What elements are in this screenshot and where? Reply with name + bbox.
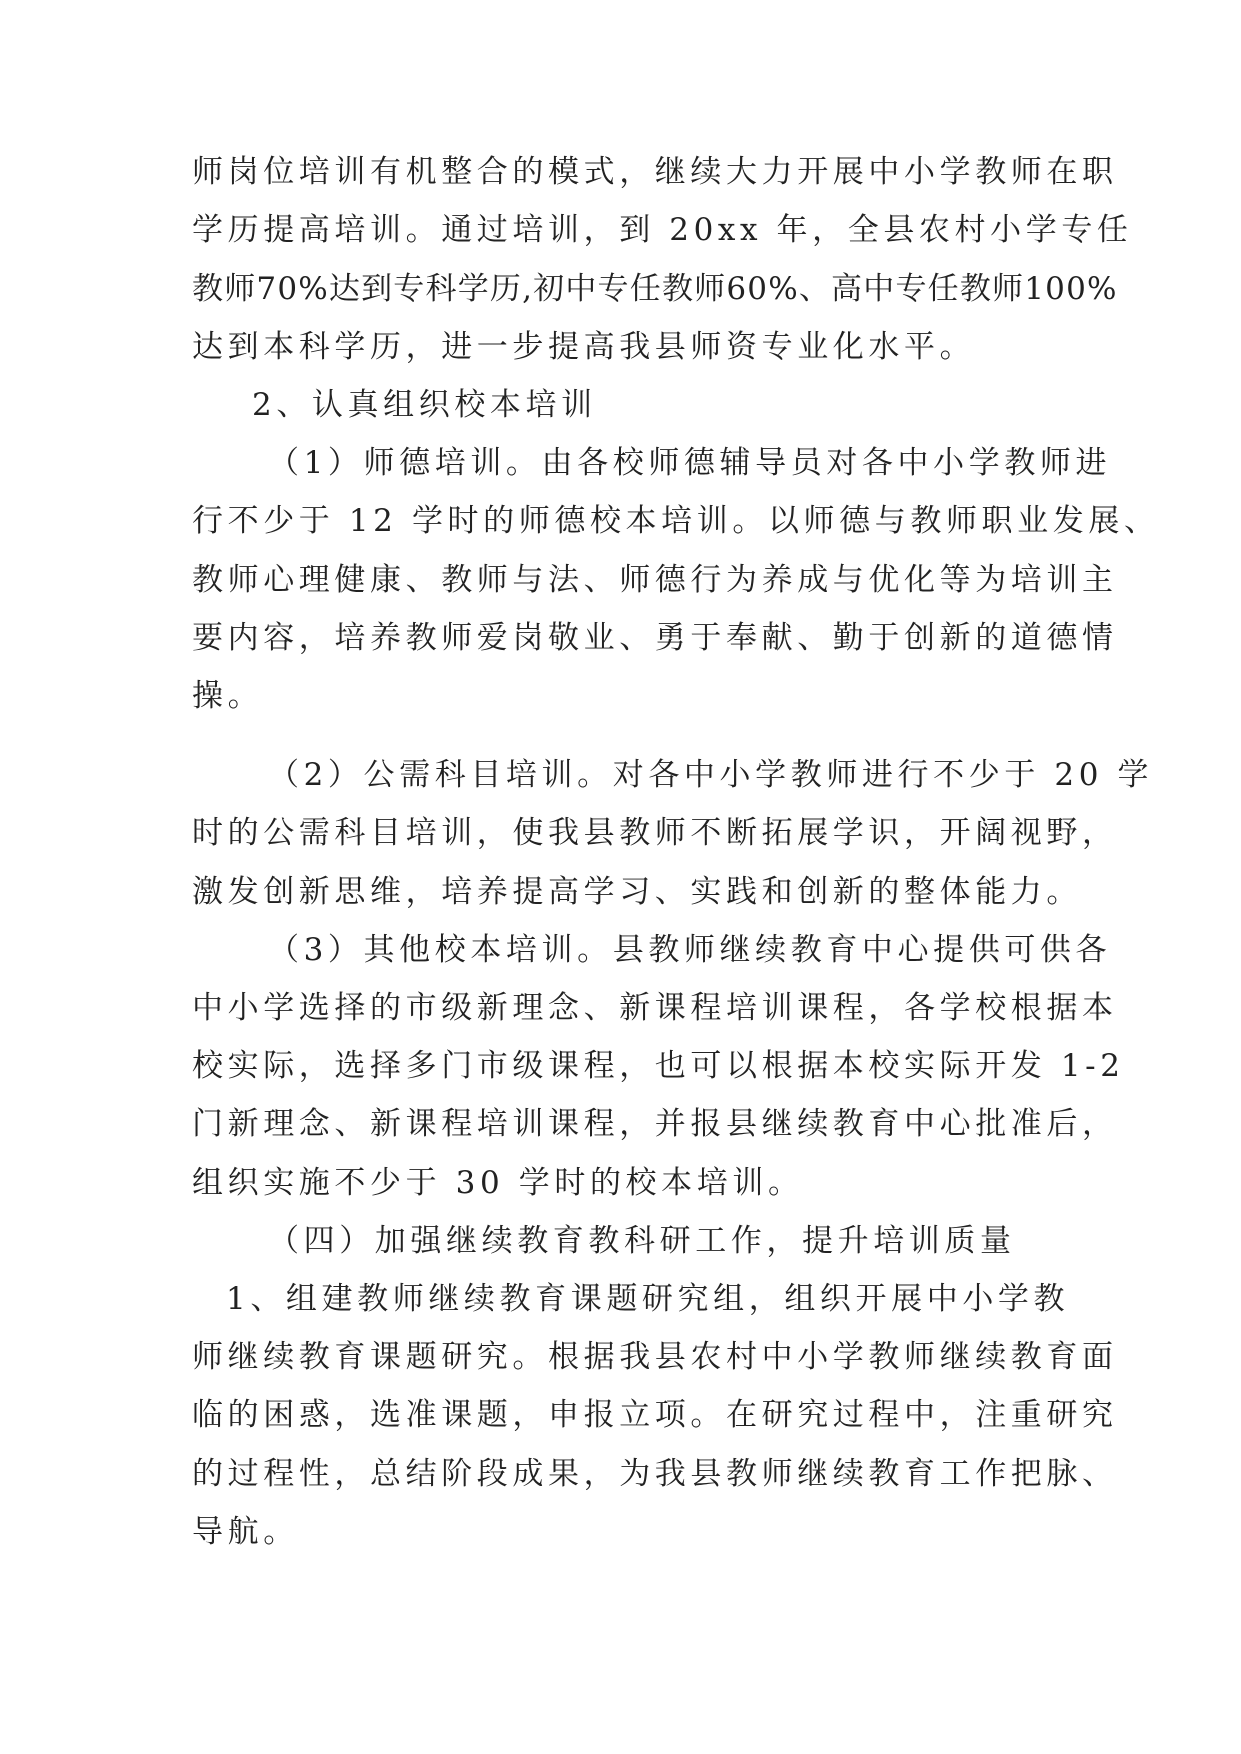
section-heading: （四）加强继续教育教科研工作，提升培训质量 <box>268 1223 1016 1259</box>
section-heading: 2、认真组织校本培训 <box>252 387 597 423</box>
text-line: 校实际，选择多门市级课程，也可以根据本校实际开发 1-2 <box>192 1048 1125 1084</box>
text-line: 中小学选择的市级新理念、新课程培训课程，各学校根据本 <box>192 990 1118 1026</box>
text-line: （3）其他校本培训。县教师继续教育中心提供可供各 <box>268 932 1112 968</box>
text-line: 达到本科学历，进一步提高我县师资专业化水平。 <box>192 329 976 365</box>
text-line: 临的困惑，选准课题，申报立项。在研究过程中，注重研究 <box>192 1397 1118 1433</box>
text-line: 的过程性，总结阶段成果，为我县教师继续教育工作把脉、 <box>192 1456 1118 1492</box>
text-line: 教师70%达到专科学历,初中专任教师60%、高中专任教师100% <box>192 271 1118 307</box>
text-line: 教师心理健康、教师与法、师德行为养成与优化等为培训主 <box>192 562 1118 598</box>
text-line: （1）师德培训。由各校师德辅导员对各中小学教师进 <box>268 445 1112 481</box>
text-line: 师岗位培训有机整合的模式，继续大力开展中小学教师在职 <box>192 154 1118 190</box>
text-line: 门新理念、新课程培训课程，并报县继续教育中心批准后， <box>192 1106 1118 1142</box>
text-line: 师继续教育课题研究。根据我县农村中小学教师继续教育面 <box>192 1339 1118 1375</box>
text-line: 操。 <box>192 678 264 714</box>
text-line: 激发创新思维，培养提高学习、实践和创新的整体能力。 <box>192 874 1082 910</box>
text-line: 组织实施不少于 30 学时的校本培训。 <box>192 1165 804 1201</box>
text-line: 时的公需科目培训，使我县教师不断拓展学识，开阔视野， <box>192 815 1118 851</box>
text-line: 导航。 <box>192 1514 299 1550</box>
text-line: 要内容，培养教师爱岗敬业、勇于奉献、勤于创新的道德情 <box>192 620 1118 656</box>
text-line: 行不少于 12 学时的师德校本培训。以师德与教师职业发展、 <box>192 503 1160 539</box>
text-line: 学历提高培训。通过培训，到 20xx 年，全县农村小学专任 <box>192 212 1133 248</box>
text-line: 1、组建教师继续教育课题研究组，组织开展中小学教 <box>226 1281 1070 1317</box>
text-line: （2）公需科目培训。对各中小学教师进行不少于 20 学 <box>268 757 1154 793</box>
